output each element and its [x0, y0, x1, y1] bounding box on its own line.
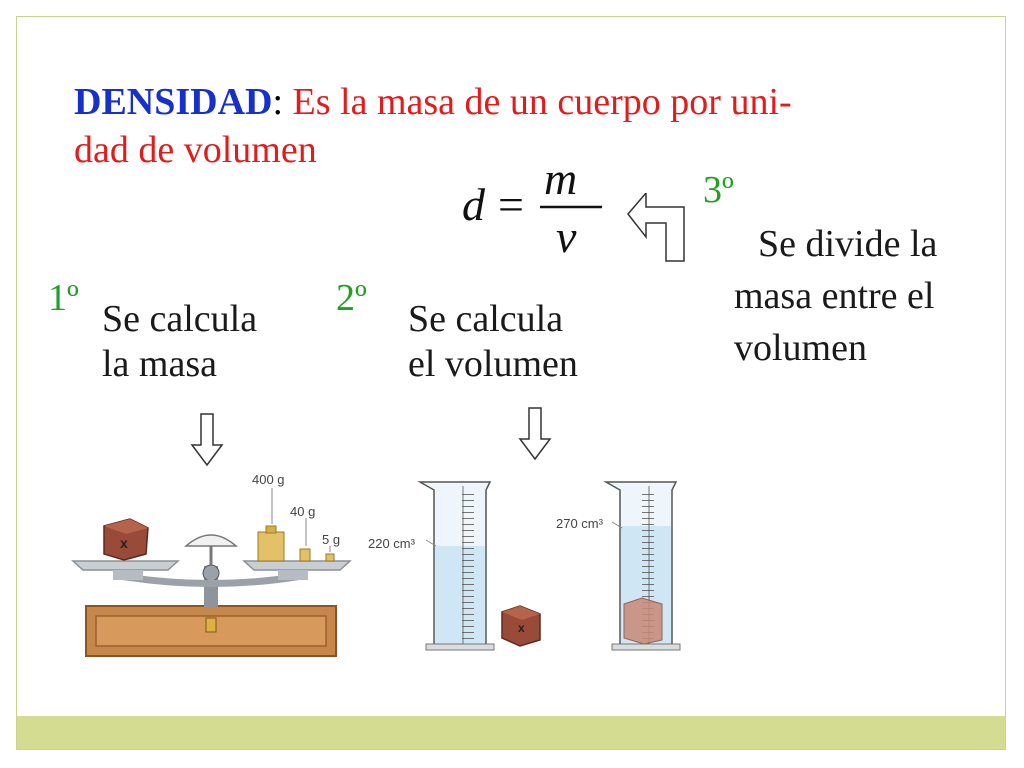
- cylinder-initial: [420, 482, 494, 650]
- footer-band: [17, 716, 1005, 749]
- formula-numerator: m: [544, 153, 578, 204]
- down-arrow-icon: [518, 407, 552, 461]
- step2-text: [408, 297, 578, 387]
- graduated-cylinders-illustration: [362, 476, 692, 654]
- step2-line2: el volumen: [408, 343, 578, 385]
- submerged-rock: [624, 598, 662, 644]
- step3-line2: masa entre el: [734, 275, 935, 317]
- cylinder-final: [606, 482, 680, 650]
- step3-text: [734, 218, 937, 374]
- step1-line1: Se calcula: [102, 298, 258, 340]
- weight-400g-label: 400 g: [252, 472, 285, 487]
- bent-left-arrow-icon: [624, 193, 690, 263]
- initial-volume-label: 220 cm³: [368, 536, 415, 551]
- rock-mark: x: [518, 621, 525, 635]
- weight-40g-label: 40 g: [290, 504, 316, 519]
- formula-equals: =: [498, 179, 524, 230]
- balance-scale-illustration: [68, 466, 358, 658]
- step1-line2: la masa: [102, 343, 218, 385]
- step2-line1: Se calcula: [408, 298, 564, 340]
- step1-text: [102, 297, 257, 387]
- balance-dial: [186, 535, 236, 546]
- weight-5g-label: 5 g: [322, 532, 341, 547]
- step3-line1: Se divide la: [758, 223, 938, 265]
- step1-number: 1º: [48, 277, 79, 319]
- final-volume-label: 270 cm³: [556, 516, 603, 531]
- title-colon: :: [272, 81, 284, 123]
- step3-line3: volumen: [734, 327, 867, 369]
- down-arrow-icon: [190, 413, 224, 467]
- step3-number: 3º: [703, 169, 734, 211]
- rock-mark: x: [120, 535, 128, 551]
- weight-40g: [300, 549, 310, 561]
- balance-right-pan: [244, 561, 350, 570]
- formula-denominator: v: [556, 211, 577, 262]
- title-definition-line2: dad de volumen: [74, 129, 317, 171]
- weight-400g: [258, 532, 284, 561]
- title-definition-line1: Es la masa de un cuerpo por uni-: [283, 81, 792, 123]
- balance-left-pan: [73, 561, 178, 570]
- weight-5g: [326, 554, 334, 561]
- title-keyword: DENSIDAD: [74, 81, 273, 123]
- step2-number: 2º: [336, 277, 367, 319]
- formula-lhs: d: [462, 179, 485, 230]
- density-formula: [460, 152, 610, 262]
